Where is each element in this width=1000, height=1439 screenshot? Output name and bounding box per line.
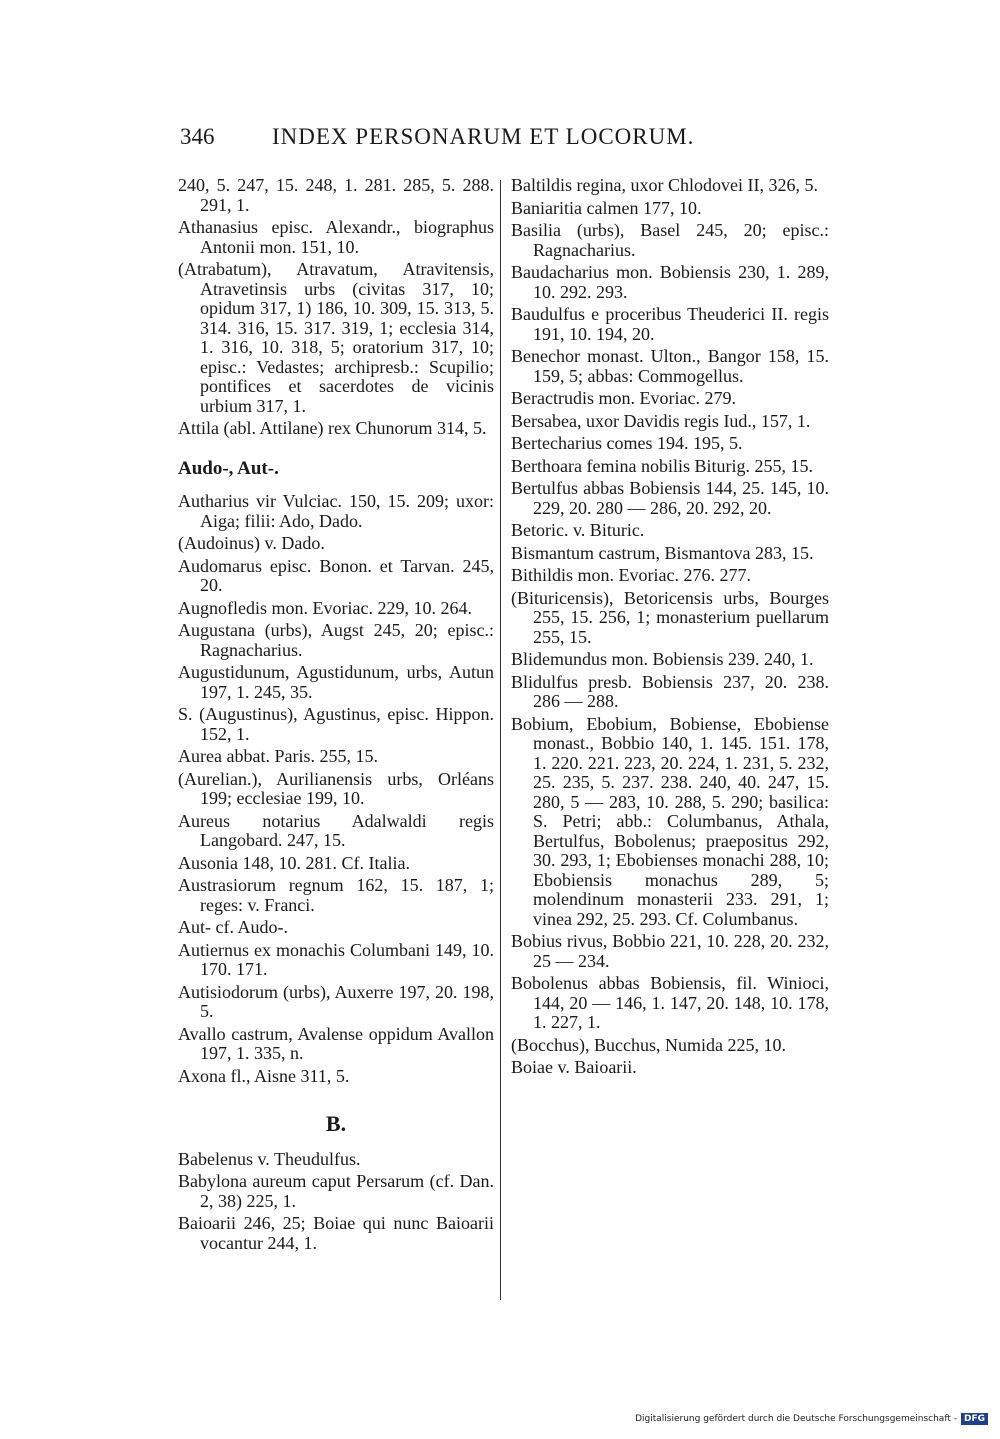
footer-text: Digitalisierung gefördert durch die Deutsche Forschungsgemeinschaft - (635, 1414, 957, 1424)
index-entry: Autharius vir Vulciac. 150, 15. 209; uxor: Aiga; filii: Ado, Dado. (178, 491, 494, 531)
index-entry: (Bocchus), Bucchus, Numida 225, 10. (511, 1034, 786, 1055)
index-entry: Audomarus episc. Bonon. et Tarvan. 245, 20. (178, 555, 494, 595)
index-entry: Babylona aureum caput Persarum (cf. Dan. 2, 38) 225, 1. (178, 1171, 494, 1211)
index-entry: Attila (abl. Attilane) rex Chunorum 314, 5. (178, 418, 487, 438)
index-entry: Bismantum castrum, Bismantova 283, 15. (511, 542, 814, 563)
index-entry: Basilia (urbs), Basel 245, 20; episc.: Ragnacharius. (511, 220, 829, 260)
index-entry: Blidulfus presb. Bobiensis 237, 20. 238. 286 — 288. (511, 671, 829, 711)
index-entry: (Aurelian.), Aurilianensis urbs, Orléans 199; ecclesiae 199, 10. (178, 768, 494, 808)
page-number: 346 (180, 124, 215, 149)
index-entry: (Atrabatum), Atravatum, Atravitensis, Atravetinsis urbs (civitas 317, 10; opidum 317, 1) 186, 10. 309, 15. 313, 5. 314. 316, 15. 317. 319, 1; ecclesia 314, 1. 316, 10. 318, 5; oratorium 317, 10; episc.: Vedastes; archipresb.: Scupilio; pontifices et sacerdotes de vicinis urbium 317, 1. (178, 259, 494, 416)
index-entry: 240, 5. 247, 15. 248, 1. 281. 285, 5. 288. 291, 1. (178, 175, 494, 215)
index-entry: Aut- cf. Audo-. (178, 917, 288, 937)
index-entry: Axona fl., Aisne 311, 5. (178, 1065, 350, 1086)
footer (635, 1413, 988, 1425)
index-entry: Bersabea, uxor Davidis regis Iud., 157, 1. (511, 410, 811, 431)
index-entry: Bithildis mon. Evoriac. 276. 277. (511, 565, 751, 585)
index-entry: Augustidunum, Agustidunum, urbs, Autun 197, 1. 245, 35. (178, 662, 494, 702)
index-entry: Autisiodorum (urbs), Auxerre 197, 20. 198, 5. (178, 981, 494, 1021)
index-entry: Beractrudis mon. Evoriac. 279. (511, 388, 736, 408)
index-entry: Autiernus ex monachis Columbani 149, 10. 170. 171. (178, 939, 494, 979)
section-heading: Audo-, Aut-. (178, 457, 279, 479)
index-entry: S. (Augustinus), Agustinus, episc. Hippon. 152, 1. (178, 704, 494, 744)
dfg-logo: DFG (961, 1413, 988, 1425)
index-entry: (Bituricensis), Betoricensis urbs, Bourges 255, 15. 256, 1; monasterium puellarum 255, 15. (511, 587, 829, 647)
index-entry: Baioarii 246, 25; Boiae qui nunc Baioarii vocantur 244, 1. (178, 1213, 494, 1253)
index-entry: Benechor monast. Ulton., Bangor 158, 15. 159, 5; abbas: Commogellus. (511, 346, 829, 386)
index-entry: (Audoinus) v. Dado. (178, 533, 325, 553)
index-entry: Betoric. v. Bituric. (511, 520, 645, 540)
index-entry: Baudacharius mon. Bobiensis 230, 1. 289, 10. 292. 293. (511, 262, 829, 302)
index-column-left (178, 176, 494, 1256)
index-entry: Austrasiorum regnum 162, 15. 187, 1; reges: v. Franci. (178, 875, 494, 915)
page-header (180, 120, 820, 156)
index-entry: Athanasius episc. Alexandr., biographus Antonii mon. 151, 10. (178, 217, 494, 257)
index-entry: Bertecharius comes 194. 195, 5. (511, 433, 743, 453)
index-entry: Baltildis regina, uxor Chlodovei II, 326, 5. (511, 175, 818, 195)
index-entry: Augnofledis mon. Evoriac. 229, 10. 264. (178, 597, 472, 618)
index-entry: Blidemundus mon. Bobiensis 239. 240, 1. (511, 649, 814, 669)
index-entry: Berthoara femina nobilis Biturig. 255, 15. (511, 455, 813, 476)
index-entry: Augustana (urbs), Augst 245, 20; episc.: Ragnacharius. (178, 620, 494, 660)
index-entry: Baniaritia calmen 177, 10. (511, 197, 702, 218)
running-title: INDEX PERSONARUM ET LOCORUM. (272, 124, 695, 149)
index-entry: Baudulfus e proceribus Theuderici II. regis 191, 10. 194, 20. (511, 304, 829, 344)
index-entry: Boiae v. Baioarii. (511, 1057, 637, 1077)
section-heading: B. (325, 1111, 347, 1136)
column-divider (500, 180, 501, 1300)
index-entry: Bertulfus abbas Bobiensis 144, 25. 145, 10. 229, 20. 280 — 286, 20. 292, 20. (511, 478, 829, 518)
index-entry: Aureus notarius Adalwaldi regis Langobard. 247, 15. (178, 810, 494, 850)
index-entry: Avallo castrum, Avalense oppidum Avallon 197, 1. 335, n. (178, 1023, 494, 1063)
index-column-right (511, 176, 829, 1081)
index-entry: Bobium, Ebobium, Bobiense, Ebobiense monast., Bobbio 140, 1. 145. 151. 178, 1. 220. 221. 223, 20. 224, 1. 231, 5. 232, 25. 235, 5. 237. 238. 240, 40. 247, 15. 280, 5 — 283, 10. 288, 5. 290; basilica: S. Petri; abb.: Columbanus, Athala, Bertulfus, Bobolenus; praepositus 292, 30. 293, 1; Ebobienses monachi 288, 10; Ebobiensis monachus 289, 5; molendinum monasterii 233. 291, 1; vinea 292, 25. 293. Cf. Columbanus. (511, 713, 829, 929)
index-entry: Bobolenus abbas Bobiensis, fil. Winioci, 144, 20 — 146, 1. 147, 20. 148, 10. 178, 1. 227, 1. (511, 973, 829, 1032)
index-entry: Babelenus v. Theudulfus. (178, 1148, 361, 1169)
index-entry: Aurea abbat. Paris. 255, 15. (178, 746, 378, 766)
index-entry: Ausonia 148, 10. 281. Cf. Italia. (178, 852, 410, 873)
index-entry: Bobius rivus, Bobbio 221, 10. 228, 20. 232, 25 — 234. (511, 931, 829, 971)
